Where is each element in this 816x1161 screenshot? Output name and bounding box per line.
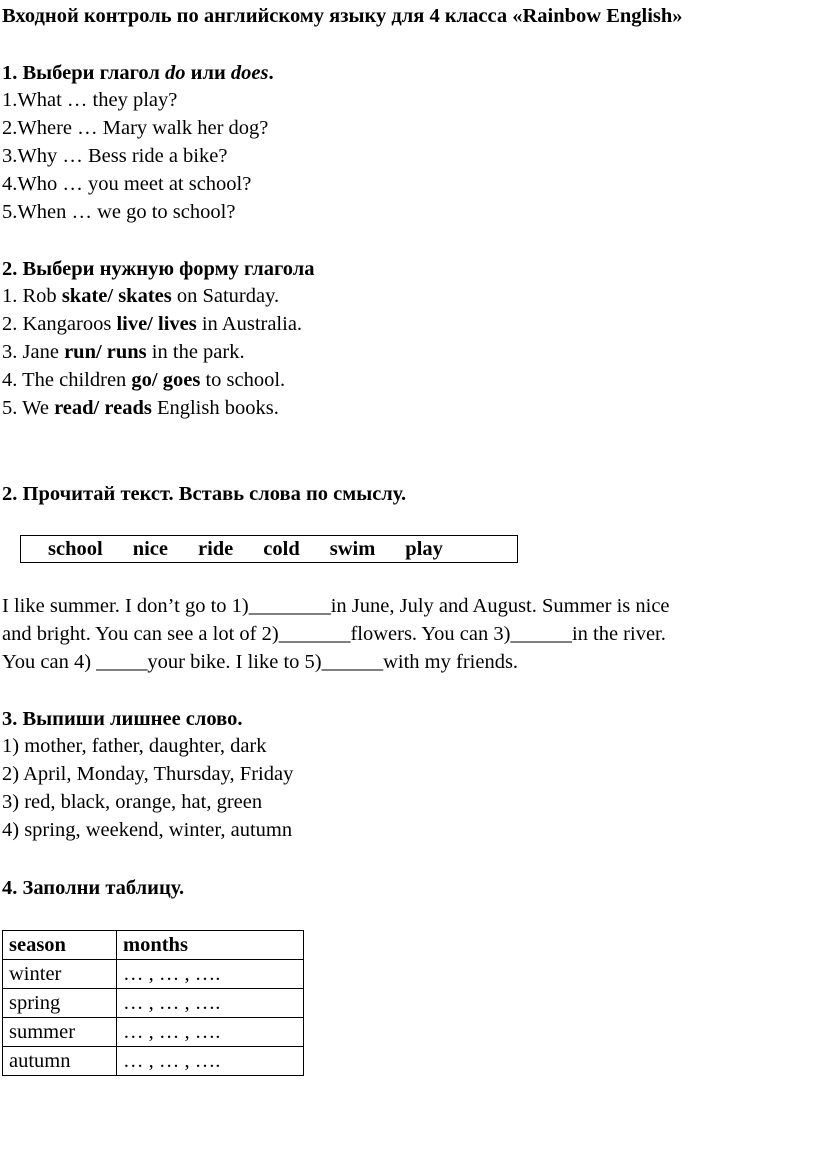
- table-row: [3, 960, 304, 989]
- task1-item: 2.Where … Mary walk her dog?: [2, 117, 269, 139]
- task2-item: [2, 367, 285, 393]
- task1-heading: [2, 60, 274, 86]
- task2-item-choice: read/ reads: [54, 397, 152, 419]
- task1-heading-does: does: [230, 62, 269, 84]
- task2-item-post: on Saturday.: [171, 285, 280, 307]
- table-header-row: [3, 931, 304, 960]
- task4-item: 3) red, black, orange, hat, green: [2, 791, 263, 813]
- seasons-table: [2, 930, 304, 1076]
- table-row: [3, 989, 304, 1018]
- task1-item: 4.Who … you meet at school?: [2, 173, 252, 195]
- task2-item: [2, 395, 279, 421]
- task2-item: [2, 311, 302, 337]
- task2-item: [2, 283, 279, 309]
- table-cell-season: autumn: [3, 1047, 117, 1076]
- text-line: I like summer. I don’t go to 1)________in June, July and August. Summer is nice: [2, 595, 670, 617]
- table-cell-months[interactable]: … , … , ….: [117, 989, 304, 1018]
- word-bank-item: ride: [197, 537, 234, 560]
- task2-item-pre: 1. Rob: [2, 285, 62, 307]
- text-line: You can 4) _____your bike. I like to 5)______with my friends.: [2, 651, 519, 673]
- task2-item-choice: go/ goes: [131, 369, 201, 391]
- task2-item-post: English books.: [151, 397, 279, 419]
- task1-heading-do: do: [165, 62, 186, 84]
- table-cell-months[interactable]: … , … , ….: [117, 1018, 304, 1047]
- word-bank-item: nice: [132, 537, 168, 560]
- table-header-months: months: [117, 931, 304, 960]
- table-cell-season: summer: [3, 1018, 117, 1047]
- table-header-season: season: [3, 931, 117, 960]
- word-bank-item: play: [405, 537, 443, 560]
- word-bank-item: school: [48, 537, 103, 560]
- task2-item-post: to school.: [200, 369, 286, 391]
- task2-item-pre: 5. We: [2, 397, 55, 419]
- task2-item-choice: run/ runs: [64, 341, 147, 363]
- table-row: [3, 1018, 304, 1047]
- task2-item-pre: 2. Kangaroos: [2, 313, 117, 335]
- task2-heading: 2. Выбери нужную форму глагола: [2, 258, 315, 280]
- task2-item: [2, 339, 245, 365]
- table-row: [3, 1047, 304, 1076]
- task2-item-post: in the park.: [146, 341, 245, 363]
- table-cell-season: winter: [3, 960, 117, 989]
- task4-item: 1) mother, father, daughter, dark: [2, 735, 267, 757]
- task2-item-post: in Australia.: [196, 313, 303, 335]
- table-cell-months[interactable]: … , … , ….: [117, 1047, 304, 1076]
- task4-item: 2) April, Monday, Thursday, Friday: [2, 763, 294, 785]
- task5-heading: 4. Заполни таблицу.: [2, 877, 185, 899]
- table-cell-season: spring: [3, 989, 117, 1018]
- task4-heading: 3. Выпиши лишнее слово.: [2, 708, 243, 730]
- task2-item-pre: 3. Jane: [2, 341, 65, 363]
- page-title: Входной контроль по английскому языку для 4 класса «Rainbow English»: [2, 5, 683, 27]
- task2-item-choice: skate/ skates: [61, 285, 172, 307]
- task1-heading-or: или: [185, 62, 231, 84]
- task1-heading-end: .: [268, 62, 274, 84]
- word-bank-box: [20, 535, 518, 563]
- task3-heading: 2. Прочитай текст. Вставь слова по смыслу.: [2, 483, 407, 505]
- table-cell-months[interactable]: … , … , ….: [117, 960, 304, 989]
- task1-heading-prefix: 1. Выбери глагол: [2, 62, 166, 84]
- text-line: and bright. You can see a lot of 2)_______flowers. You can 3)______in the river.: [2, 623, 666, 645]
- task1-item: 5.When … we go to school?: [2, 201, 236, 223]
- task1-item: 3.Why … Bess ride a bike?: [2, 145, 228, 167]
- task2-item-choice: live/ lives: [116, 313, 197, 335]
- task2-item-pre: 4. The children: [2, 369, 132, 391]
- task1-item: 1.What … they play?: [2, 89, 178, 111]
- word-bank-item: cold: [263, 537, 300, 560]
- word-bank-item: swim: [329, 537, 376, 560]
- task4-item: 4) spring, weekend, winter, autumn: [2, 819, 293, 841]
